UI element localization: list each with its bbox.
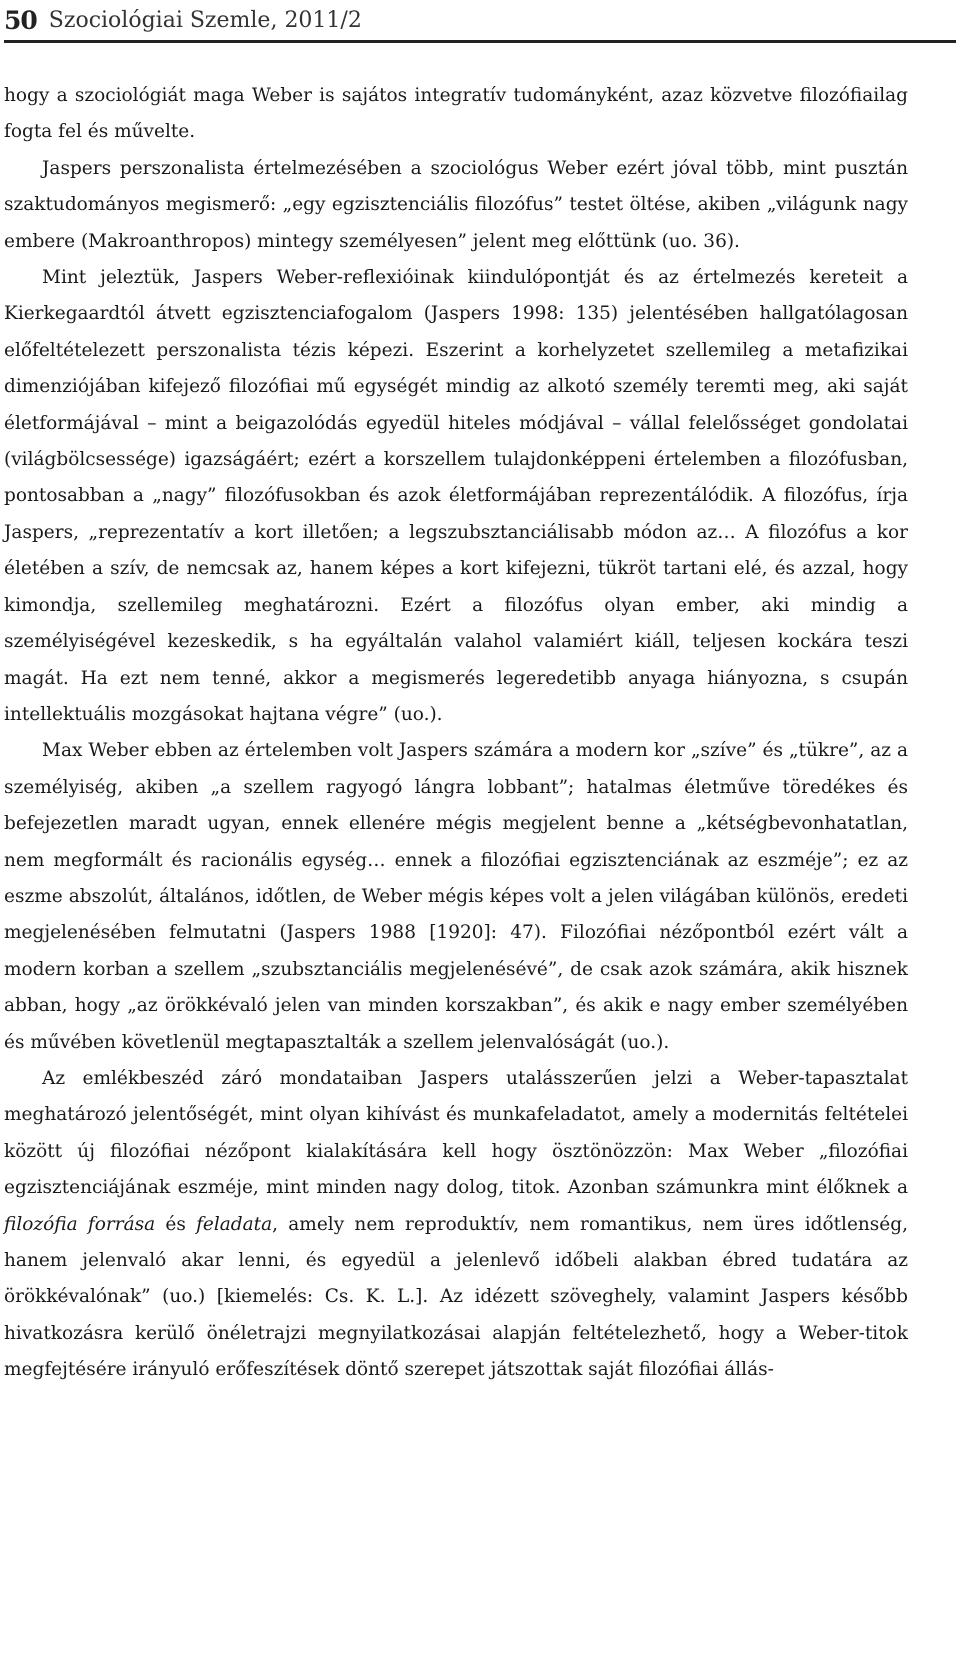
paragraph: hogy a szociológiát maga Weber is sajátos integratív tudományként, azaz közvetve filozófiailag fogta fel és művelte.: [4, 85, 908, 143]
header-rule: [4, 40, 956, 43]
running-header: [4, 2, 956, 38]
paragraph-text: Az emlékbeszéd záró mondataiban Jaspers utalásszerűen jelzi a Weber-tapasztalat meghatározó jelentőségét, mint olyan kihívást és munkafeladatot, amely a modernitás feltételei között új filozófiai nézőpont kialakítására kell hogy ösztönözzön: Max Weber „filozófiai egzisztenciájának eszméje, mint minden nagy dolog, titok. Azonban számunkra mint élőknek a: [4, 1067, 908, 1199]
paragraph-text: és: [155, 1213, 197, 1235]
paragraph: Jaspers perszonalista értelmezésében a szociológus Weber ezért jóval több, mint pusztán szaktudományos megismerő: „egy egzisztenciális filozófus” testet öltése, akiben „világunk nagy embere (Makroanthropos) mintegy személyesen” jelent meg előttünk (uo. 36).: [4, 157, 908, 252]
page-number: 50: [4, 5, 37, 35]
article-body: [4, 78, 908, 1389]
paragraph: [4, 1061, 908, 1389]
paragraph: Mint jeleztük, Jaspers Weber-reflexióinak kiindulópontját és az értelmezés kereteit a Kierkegaardtól átvett egzisztenciafogalom (Jaspers 1998: 135) jelentésében hallgatólagosan előfeltételezett perszonalista tézis képezi. Eszerint a korhelyzetet szellemileg a metafizikai dimenziójában kifejező filozófiai mű egységét mindig az alkotó személy teremti meg, aki saját életformájával – mint a beigazolódás egyedül hiteles módjával – vállal felelősséget gondolatai (világbölcsessége) igazságáért; ezért a korszellem tulajdonképpeni értelemben a filozófusban, pontosabban a „nagy” filozófusokban és azok életformájában reprezentálódik. A filozófus, írja Jaspers, „reprezentatív a kort illetően; a legszubsztanciálisabb módon az… A filozófus a kor életében a szív, de nemcsak az, hanem képes a kort kifejezni, tükröt tartani elé, és azzal, hogy kimondja, szellemileg meghatározni. Ezért a filozófus olyan ember, aki mindig a személyiségével kezeskedik, s ha egyáltalán valahol valamiért kiáll, teljesen kockára teszi magát. Ha ezt nem tenné, akkor a megismerés legeredetibb anyaga hiányozna, s csupán intellektuális mozgásokat hajtana végre” (uo.).: [4, 267, 908, 725]
paragraph: Max Weber ebben az értelemben volt Jaspers számára a modern kor „szíve” és „tükre”, az a személyiség, akiben „a szellem ragyogó lángra lobbant”; hatalmas életműve töredékes és befejezetlen maradt ugyan, ennek ellenére mégis megjelent benne a „kétségbevonhatatlan, nem megformált és racionális egység… ennek a filozófiai egzisztenciának az eszméje”; ez az eszme abszolút, általános, időtlen, de Weber mégis képes volt a jelen világában különös, eredeti megjelenésében felmutatni (Jaspers 1988 [1920]: 47). Filozófiai nézőpontból ezért vált a modern korban a szellem „szubsztanciális megjelenésévé”, de csak azok számára, akik hisznek abban, hogy „az örökkévaló jelen van minden korszakban”, és akik e nagy ember személyében és művében követlenül megtapasztalták a szellem jelenvalóságát (uo.).: [4, 740, 908, 1053]
emphasis: filozófia forrása: [4, 1213, 156, 1235]
emphasis: feladata: [196, 1213, 273, 1235]
journal-title: Szociológiai Szemle, 2011/2: [48, 7, 362, 33]
paragraph-text: , amely nem reproduktív, nem romantikus, nem üres időtlenség, hanem jelenvaló akar lenni, és egyedül a jelenlevő időbeli alakban ébred tudatára az örökkévalónak” (uo.) [kiemelés: Cs. K. L.]. Az idézett szöveghely, valamint Jaspers később hivatkozásra kerülő önéletrajzi megnyilatkozásai alapján feltételezhető, hogy a Weber-titok megfejtésére irányuló erőfeszítések döntő szerepet játszottak saját filozófiai állás-: [4, 1213, 908, 1381]
